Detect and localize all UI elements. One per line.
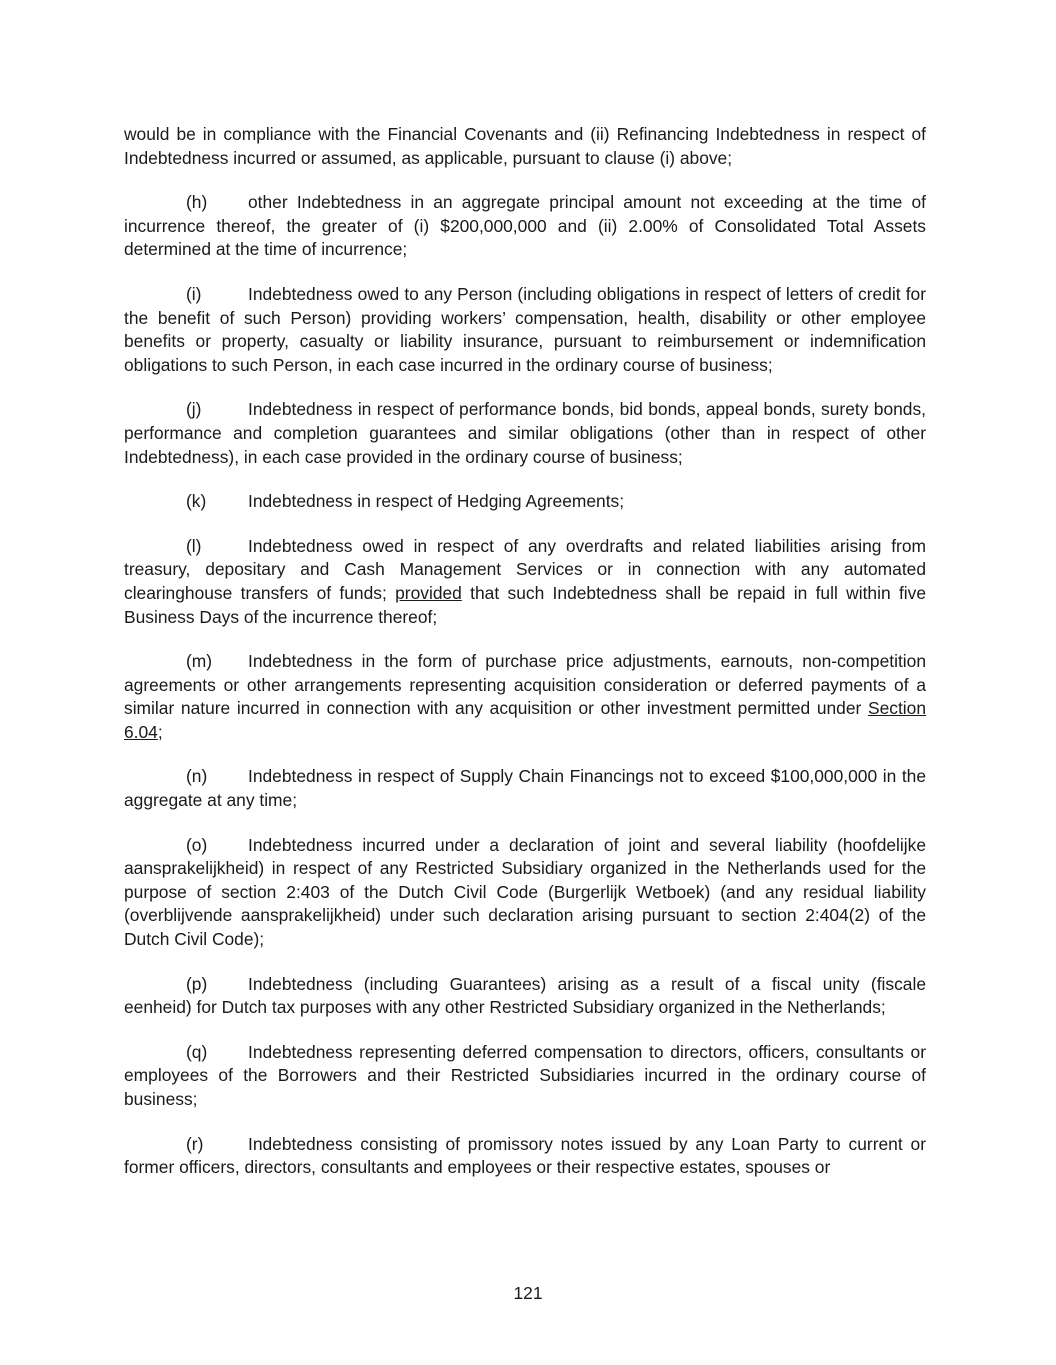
clause-l <box>124 535 926 629</box>
clause-label: (m) <box>186 651 213 672</box>
clause-text: Indebtedness consisting of promissory notes issued by any Loan Party to current or former officers, directors, consultants and employees or their respective estates, spouses or <box>124 1133 926 1178</box>
clause-text: Indebtedness owed to any Person (including obligations in respect of letters of credit for the benefit of such Person) providing workers’ compensation, health, disability or other employee benefits or property, casualty or liability insurance, pursuant to reimbursement or indemnification obligations to such Person, in each case incurred in the ordinary course of business; <box>124 283 926 375</box>
clause-label: (o) <box>186 834 208 855</box>
clause-label: (h) <box>186 192 208 213</box>
clause-o <box>124 834 926 952</box>
provided-term: provided <box>395 582 462 603</box>
clause-text-cont: that such Indebtedness shall be repaid in full within five Business Days of the incurrence thereof; <box>124 582 927 627</box>
clause-text: Indebtedness in respect of Supply Chain Financings not to exceed $100,000,000 in the aggregate at any time; <box>124 766 926 811</box>
clause-text: Indebtedness (including Guarantees) arising as a result of a fiscal unity (fiscale eenheid) for Dutch tax purposes with any other Restricted Subsidiary organized in the Netherlands; <box>124 973 926 1018</box>
clause-i <box>124 283 926 377</box>
clause-text-cont: ; <box>157 721 163 742</box>
clause-text: Indebtedness in respect of performance bonds, bid bonds, appeal bonds, surety bonds, performance and completion guarantees and similar obligations (other than in respect of other Indebtedness), in each case provided in the ordinary course of business; <box>124 399 926 467</box>
clause-label: (j) <box>186 399 202 420</box>
clause-text: Indebtedness representing deferred compensation to directors, officers, consultants or employees of the Borrowers and their Restricted Subsidiaries incurred in the ordinary course of business; <box>124 1041 926 1109</box>
clause-r <box>124 1133 926 1180</box>
clause-label: (p) <box>186 973 208 994</box>
clause-text: Indebtedness in respect of Hedging Agreements; <box>248 491 625 512</box>
document-body <box>124 123 926 1201</box>
page-number: 121 <box>513 1283 543 1303</box>
clause-q <box>124 1041 926 1112</box>
clause-label: (q) <box>186 1041 208 1062</box>
clause-label: (k) <box>186 491 207 512</box>
clause-label: (r) <box>186 1133 204 1154</box>
clause-text: other Indebtedness in an aggregate principal amount not exceeding at the time of incurrence thereof, the greater of (i) $200,000,000 and (ii) 2.00% of Consolidated Total Assets determined at the time of incurrence; <box>124 192 926 260</box>
clause-label: (l) <box>186 535 202 556</box>
clause-p <box>124 973 926 1020</box>
clause-m <box>124 650 926 744</box>
clause-text: Indebtedness owed in respect of any overdrafts and related liabilities arising from treasury, depositary and Cash Management Services or in connection with any automated clearinghouse transfers of funds; <box>124 535 926 603</box>
section-reference: Section 6.04 <box>124 698 926 742</box>
clause-text: Indebtedness incurred under a declaration of joint and several liability (hoofdelijke aansprakelijkheid) in respect of any Restricted Subsidiary organized in the Netherlands used for the purpose of section 2:403 of the Dutch Civil Code (Burgerlijk Wetboek) (and any residual liability (overblijvende aansprakelijkheid) under such declaration arising pursuant to section 2:404(2) of the Dutch Civil Code); <box>124 834 926 950</box>
clause-n <box>124 765 926 812</box>
clause-j <box>124 398 926 469</box>
clause-text: Indebtedness in the form of purchase price adjustments, earnouts, non-competition agreements or other arrangements representing acquisition consideration or deferred payments of a similar nature incurred in connection with any acquisition or other investment permitted under <box>124 651 926 719</box>
clause-k <box>124 490 926 514</box>
clause-h <box>124 191 926 262</box>
clause-label: (n) <box>186 766 208 787</box>
clause-label: (i) <box>186 283 202 304</box>
intro-paragraph: would be in compliance with the Financial Covenants and (ii) Refinancing Indebtedness in respect of Indebtedness incurred or assumed, as applicable, pursuant to clause (i) above; <box>124 124 926 168</box>
